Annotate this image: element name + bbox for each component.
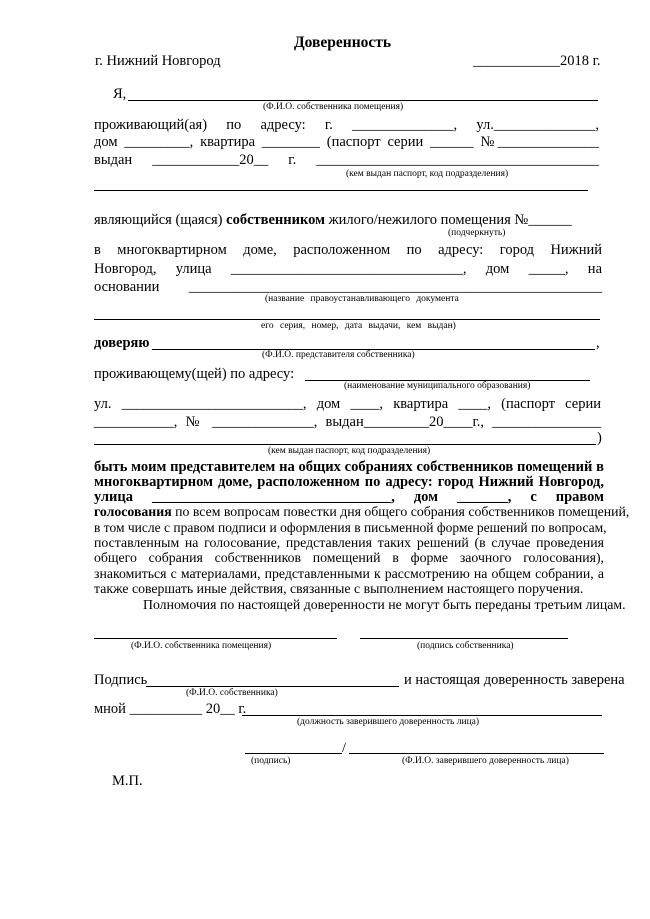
owner-status-suffix: жилого/нежилого помещения №______ bbox=[324, 212, 572, 228]
certified-text: и настоящая доверенность заверена bbox=[404, 672, 625, 688]
owner-house-line: дом _________, квартира ________ (паспорт серии ______ №______________ bbox=[94, 134, 599, 150]
power-line-3: улица _________________________________, дом _______, с правом bbox=[94, 489, 604, 505]
city-label: г. Нижний Новгород bbox=[95, 53, 221, 69]
mnoy-line: мной __________ 20__ г. bbox=[94, 701, 247, 717]
owner-status-line bbox=[94, 213, 572, 228]
caption-municipal: (наименование муниципального образования) bbox=[344, 381, 531, 391]
power-line-2: многоквартирном доме, расположенном по адресу: город Нижний Новгород, bbox=[94, 474, 604, 490]
slash-separator: / bbox=[342, 740, 347, 756]
doc-series-line bbox=[94, 319, 600, 320]
voting-bold: голосования bbox=[94, 504, 172, 519]
caption-issued-by-2: (кем выдан паспорт, код подразделения) bbox=[268, 446, 431, 456]
caption-sig-sign: (подпись собственника) bbox=[417, 641, 514, 651]
position-line bbox=[242, 715, 602, 716]
caption-issued-by: (кем выдан паспорт, код подразделения) bbox=[346, 169, 509, 179]
power-line-1: быть моим представителем на общих собраниях собственников помещений в bbox=[94, 459, 604, 475]
owner-fio-line bbox=[128, 100, 598, 101]
mkd-line-1: в многоквартирном доме, расположенном по адресу: город Нижний bbox=[94, 242, 602, 258]
caption-fio-owner-2: (Ф.И.О. собственника) bbox=[186, 688, 278, 698]
no-transfer-clause: Полномочия по настоящей доверенности не могут быть переданы третьим лицам. bbox=[143, 597, 626, 612]
caption-doc-name: (название правоустанавливающего документа bbox=[265, 294, 459, 304]
trust-comma: , bbox=[596, 335, 600, 351]
mkd-line-2: Новгород, улица ________________________________, дом _____, на bbox=[94, 261, 602, 277]
caption-sig-fio: (Ф.И.О. собственника помещения) bbox=[131, 641, 272, 651]
issued-by-line bbox=[94, 190, 588, 191]
power-line-4-rest: по всем вопросам повестки дня общего собрания собственников помещений, bbox=[171, 504, 630, 519]
owner-address-line: проживающий(ая) по адресу: г. ______________, ул.______________, bbox=[94, 117, 599, 133]
caption-underline: (подчеркнуть) bbox=[448, 228, 506, 238]
caption-fio-cert: (Ф.И.О. заверившего доверенность лица) bbox=[402, 756, 569, 766]
rep-passport-line: ___________, № ______________, выдан_________20____г., _______________ bbox=[94, 414, 601, 430]
caption-position: (должность заверившего доверенность лица) bbox=[297, 717, 480, 727]
caption-sign: (подпись) bbox=[251, 756, 291, 766]
rep-street-line: ул. _________________________, дом ____, квартира ____, (паспорт серии bbox=[94, 396, 601, 412]
power-line-8: знакомиться с материалами, представленными к рассмотрению на общем собрании, а bbox=[94, 566, 604, 581]
cert-sign-line bbox=[245, 753, 342, 754]
signature-label: Подпись bbox=[94, 672, 148, 688]
power-line-5: в том числе с правом подписи и оформления в письменной форме решений по вопросам, bbox=[94, 520, 607, 535]
stamp-place: М.П. bbox=[112, 773, 143, 789]
owner-issued-line: выдан ____________20__ г. _______________________________________ bbox=[94, 152, 599, 168]
sig-sign-line bbox=[360, 638, 568, 639]
rep-issued-by-line bbox=[94, 444, 596, 445]
owner-status-bold: собственником bbox=[226, 212, 325, 228]
power-line-9: также совершать иные действия, связанные с выполнением настоящего поручения. bbox=[94, 581, 584, 596]
owner-status-prefix: являющийся (щаяся) bbox=[94, 212, 227, 228]
caption-rep-fio: (Ф.И.О. представителя собственника) bbox=[262, 350, 415, 360]
sig-fio-line bbox=[94, 638, 337, 639]
signature-line bbox=[146, 686, 399, 687]
power-line-6: поставленным на голосование, представления таких решений (в случае проведения bbox=[94, 535, 604, 550]
rep-address-label: проживающему(щей) по адресу: bbox=[94, 366, 295, 382]
caption-doc-series: его серия, номер, дата выдачи, кем выдан) bbox=[261, 321, 456, 331]
trust-label: доверяю bbox=[94, 335, 150, 351]
ya-label: Я, bbox=[113, 86, 127, 102]
cert-fio-line bbox=[349, 753, 604, 754]
date-year-line: ____________2018 г. bbox=[473, 53, 601, 69]
basis-line: основании _________________________________________________________ bbox=[94, 279, 602, 295]
power-line-7: общего собрания собственников помещений в форме заочного голосования), bbox=[94, 550, 604, 565]
document-title: Доверенность bbox=[294, 34, 392, 51]
caption-owner-fio: (Ф.И.О. собственника помещения) bbox=[263, 102, 404, 112]
rep-close-paren: ) bbox=[597, 430, 602, 446]
power-line-4 bbox=[94, 505, 629, 519]
